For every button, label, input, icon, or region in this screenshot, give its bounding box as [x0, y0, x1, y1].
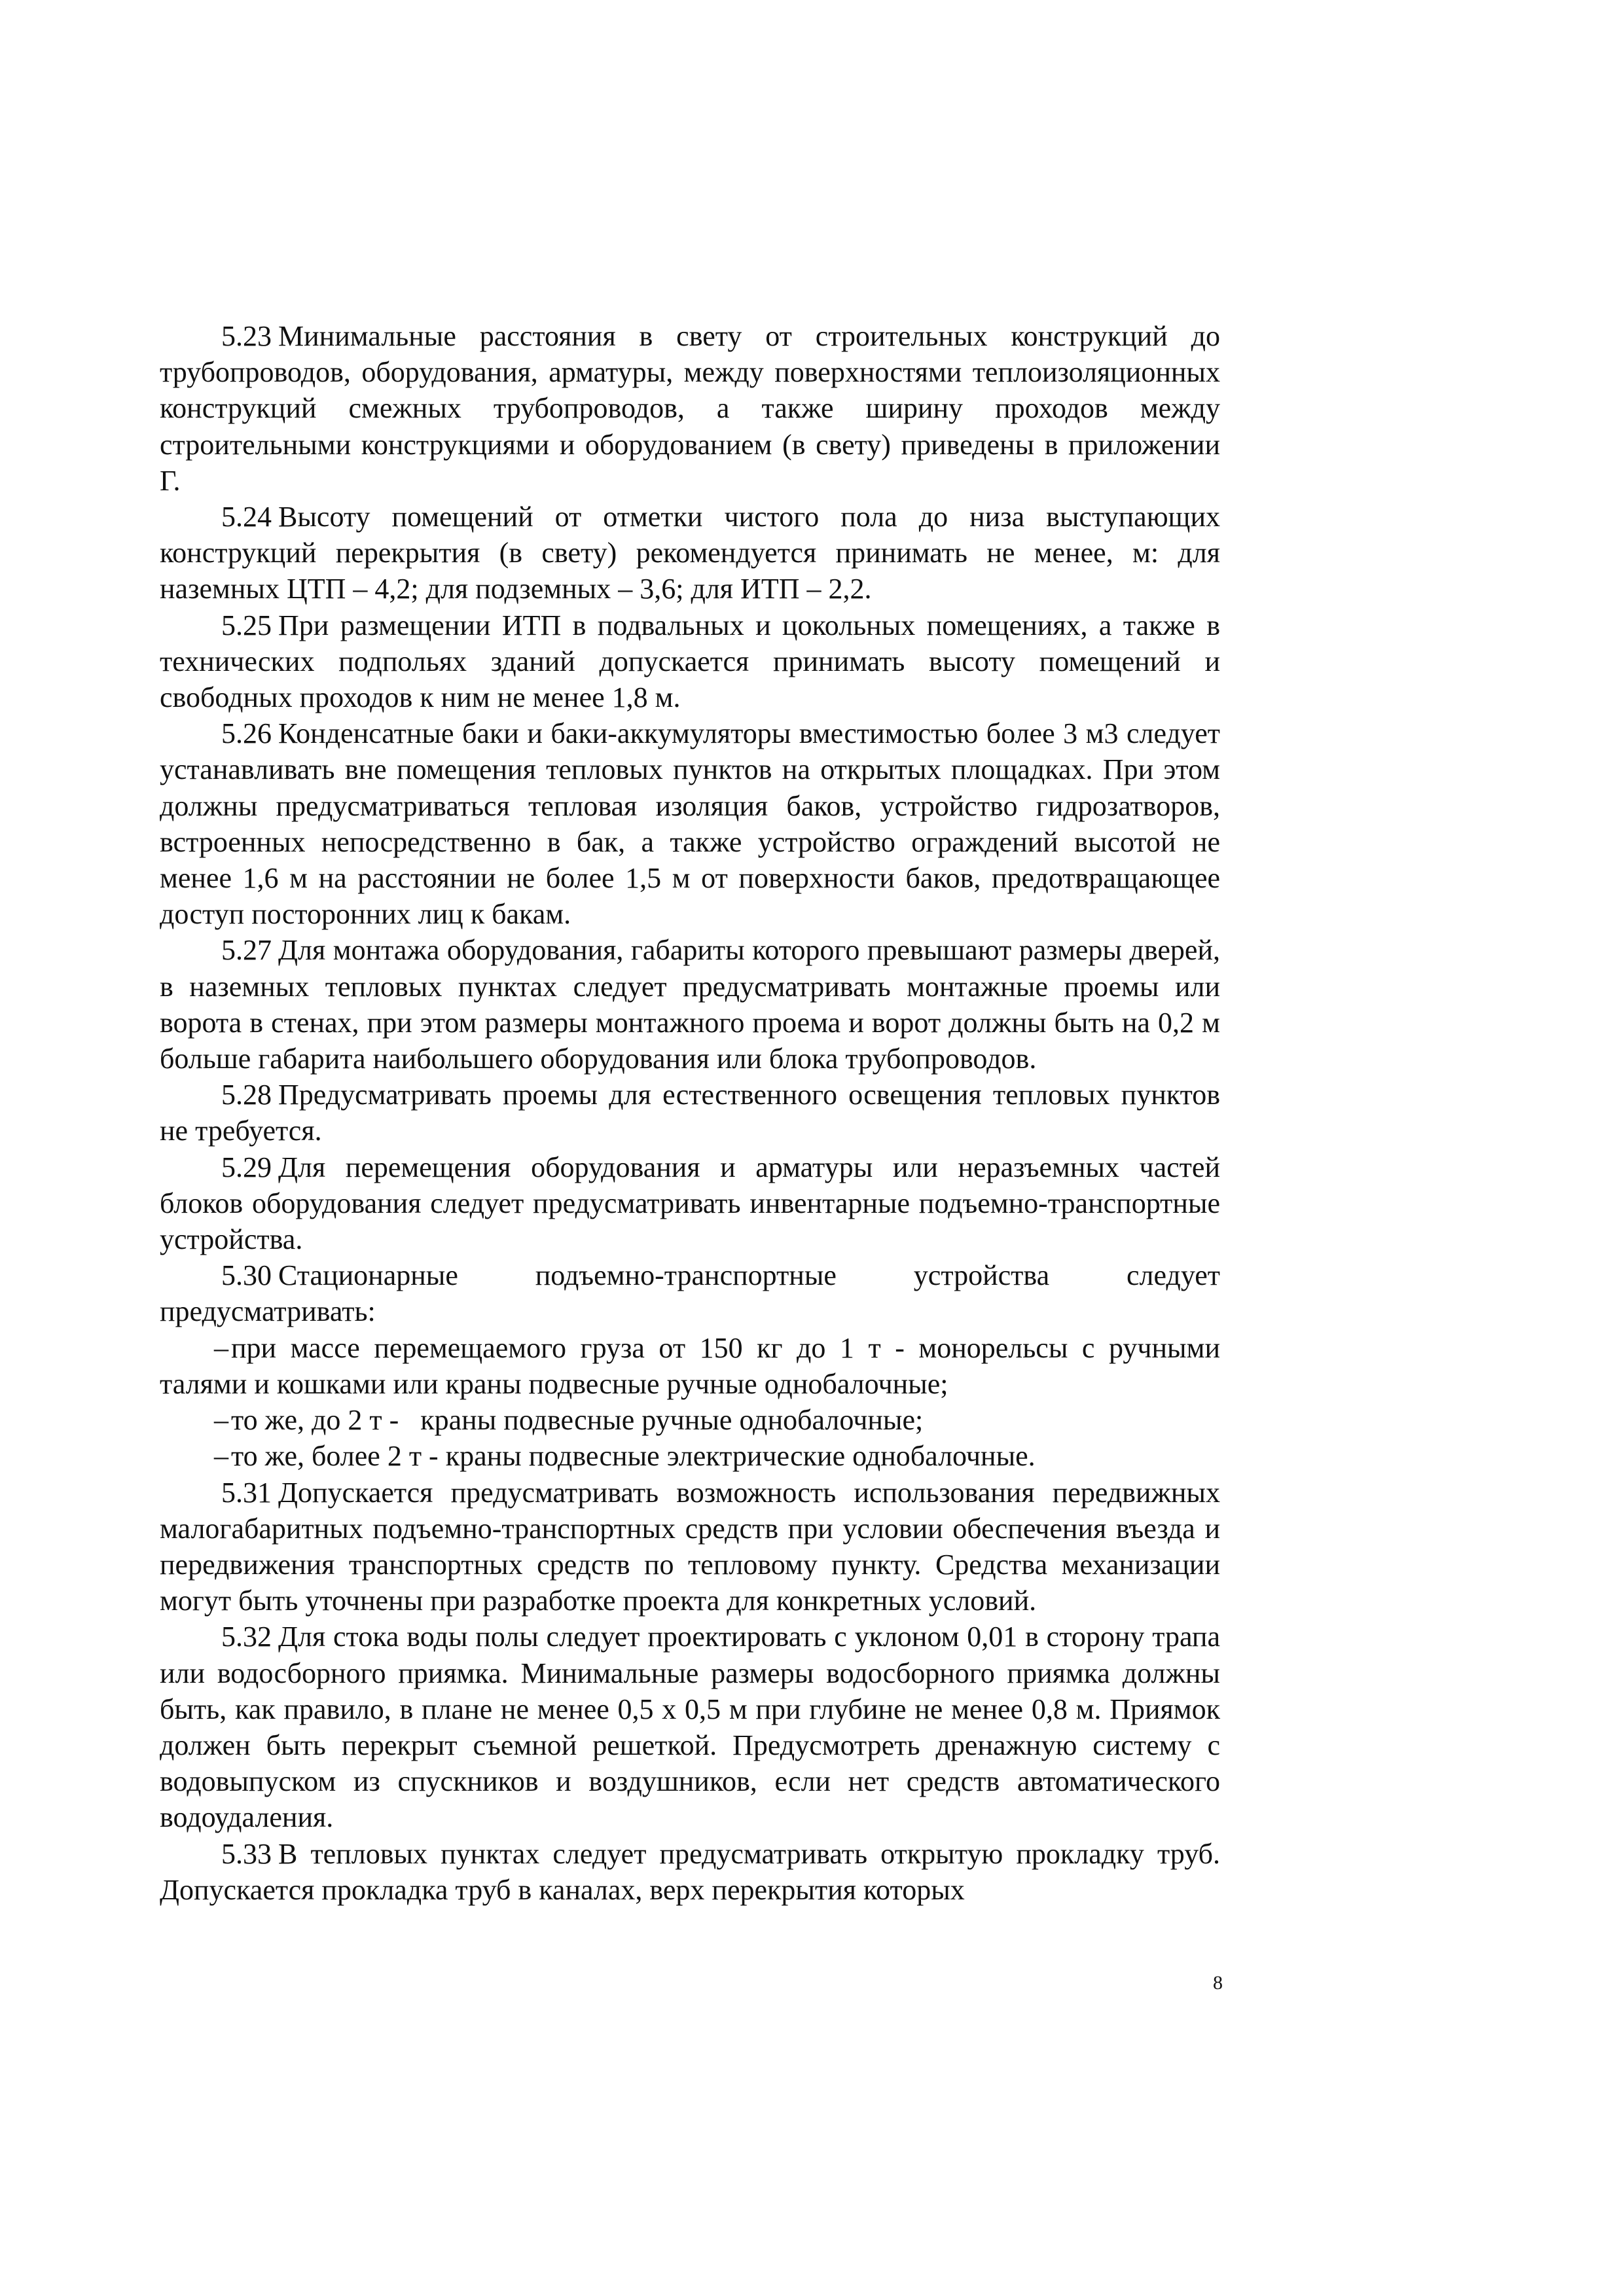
- paragraph-5-33: [160, 1836, 1220, 1908]
- paragraph-text: В тепловых пунктах следует предусматривать открытую прокладку труб. Допускается прокладка труб в каналах, верх перекрытия которых: [160, 1837, 1220, 1906]
- paragraph-number: 5.32: [221, 1621, 272, 1653]
- page-number: 8: [1213, 1972, 1223, 1994]
- paragraph-5-29: [160, 1149, 1220, 1258]
- paragraph-text: Конденсатные баки и баки-аккумуляторы вместимостью более 3 м3 следует устанавливать вне помещения тепловых пунктов на открытых площадках. При этом должны предусматриваться тепловая изоляция баков, устройство гидрозатворов, встроенных непосредственно в бак, а также устройство ограждений высотой не менее 1,6 м на расстоянии не более 1,5 м от поверхности баков, предотвращающее доступ посторонних лиц к бакам.: [160, 717, 1220, 931]
- paragraph-number: 5.25: [221, 609, 272, 641]
- dash-marker: –: [214, 1440, 228, 1473]
- paragraph-text: Для стока воды полы следует проектировать с уклоном 0,01 в сторону трапа или водосборного приямка. Минимальные размеры водосборного приямка должны быть, как правило, в плане не менее 0,5 х 0,5 м при глубине не менее 0,8 м. Приямок должен быть перекрыт съемной решеткой. Предусмотреть дренажную систему с водовыпуском из спускников и воздушников, если нет средств автоматического водоудаления.: [160, 1621, 1220, 1834]
- paragraph-5-24: [160, 499, 1220, 607]
- document-body: [160, 318, 1220, 1908]
- paragraph-text: Высоту помещений от отметки чистого пола до низа выступающих конструкций перекрытия (в свету) рекомендуется принимать не менее, м: для наземных ЦТП – 4,2; для подземных – 3,6; для ИТП – 2,2.: [160, 501, 1220, 605]
- paragraph-number: 5.33: [221, 1837, 272, 1870]
- list-item: [160, 1330, 1220, 1402]
- paragraph-5-23: [160, 318, 1220, 499]
- paragraph-text: Минимальные расстояния в свету от строительных конструкций до трубопроводов, оборудования, арматуры, между поверхностями теплоизоляционных конструкций смежных трубопроводов, а также ширину проходов между строительными конструкциями и оборудованием (в свету) приведены в приложении Г.: [160, 320, 1220, 497]
- list-item-text: то же, до 2 т - краны подвесные ручные однобалочные;: [231, 1404, 924, 1437]
- list-item: [160, 1402, 1220, 1438]
- paragraph-5-28: [160, 1077, 1220, 1149]
- paragraph-5-31: [160, 1475, 1220, 1619]
- paragraph-number: 5.26: [221, 717, 272, 750]
- dash-marker: –: [214, 1331, 228, 1364]
- paragraph-number: 5.27: [221, 934, 272, 967]
- paragraph-5-32: [160, 1619, 1220, 1835]
- list-item: [160, 1438, 1220, 1474]
- paragraph-number: 5.30: [221, 1259, 272, 1292]
- paragraph-number: 5.24: [221, 501, 272, 533]
- dash-marker: –: [214, 1404, 228, 1437]
- paragraph-text: Предусматривать проемы для естественного освещения тепловых пунктов не требуется.: [160, 1079, 1220, 1147]
- paragraph-number: 5.29: [221, 1151, 272, 1183]
- paragraph-5-30: [160, 1257, 1220, 1329]
- paragraph-5-25: [160, 607, 1220, 716]
- paragraph-text: При размещении ИТП в подвальных и цокольных помещениях, а также в технических подпольях зданий допускается принимать высоту помещений и свободных проходов к ним не менее 1,8 м.: [160, 609, 1220, 714]
- paragraph-number: 5.28: [221, 1079, 272, 1111]
- paragraph-text: Стационарные подъемно-транспортные устройства следует предусматривать:: [160, 1259, 1220, 1328]
- list-item-text: то же, более 2 т - краны подвесные электрические однобалочные.: [231, 1440, 1036, 1473]
- paragraph-text: Для монтажа оборудования, габариты которого превышают размеры дверей, в наземных тепловых пунктах следует предусматривать монтажные проемы или ворота в стенах, при этом размеры монтажного проема и ворот должны быть на 0,2 м больше габарита наибольшего оборудования или блока трубопроводов.: [160, 934, 1220, 1075]
- paragraph-number: 5.23: [221, 320, 272, 352]
- list-item-text: при массе перемещаемого груза от 150 кг до 1 т - монорельсы с ручными талями и кошками или краны подвесные ручные однобалочные;: [160, 1331, 1220, 1400]
- paragraph-5-26: [160, 715, 1220, 932]
- paragraph-number: 5.31: [221, 1476, 272, 1509]
- paragraph-text: Для перемещения оборудования и арматуры или неразъемных частей блоков оборудования следует предусматривать инвентарные подъемно-транспортные устройства.: [160, 1151, 1220, 1256]
- paragraph-5-27: [160, 932, 1220, 1077]
- paragraph-text: Допускается предусматривать возможность использования передвижных малогабаритных подъемно-транспортных средств при условии обеспечения въезда и передвижения транспортных средств по тепловому пункту. Средства механизации могут быть уточнены при разработке проекта для конкретных условий.: [160, 1476, 1220, 1617]
